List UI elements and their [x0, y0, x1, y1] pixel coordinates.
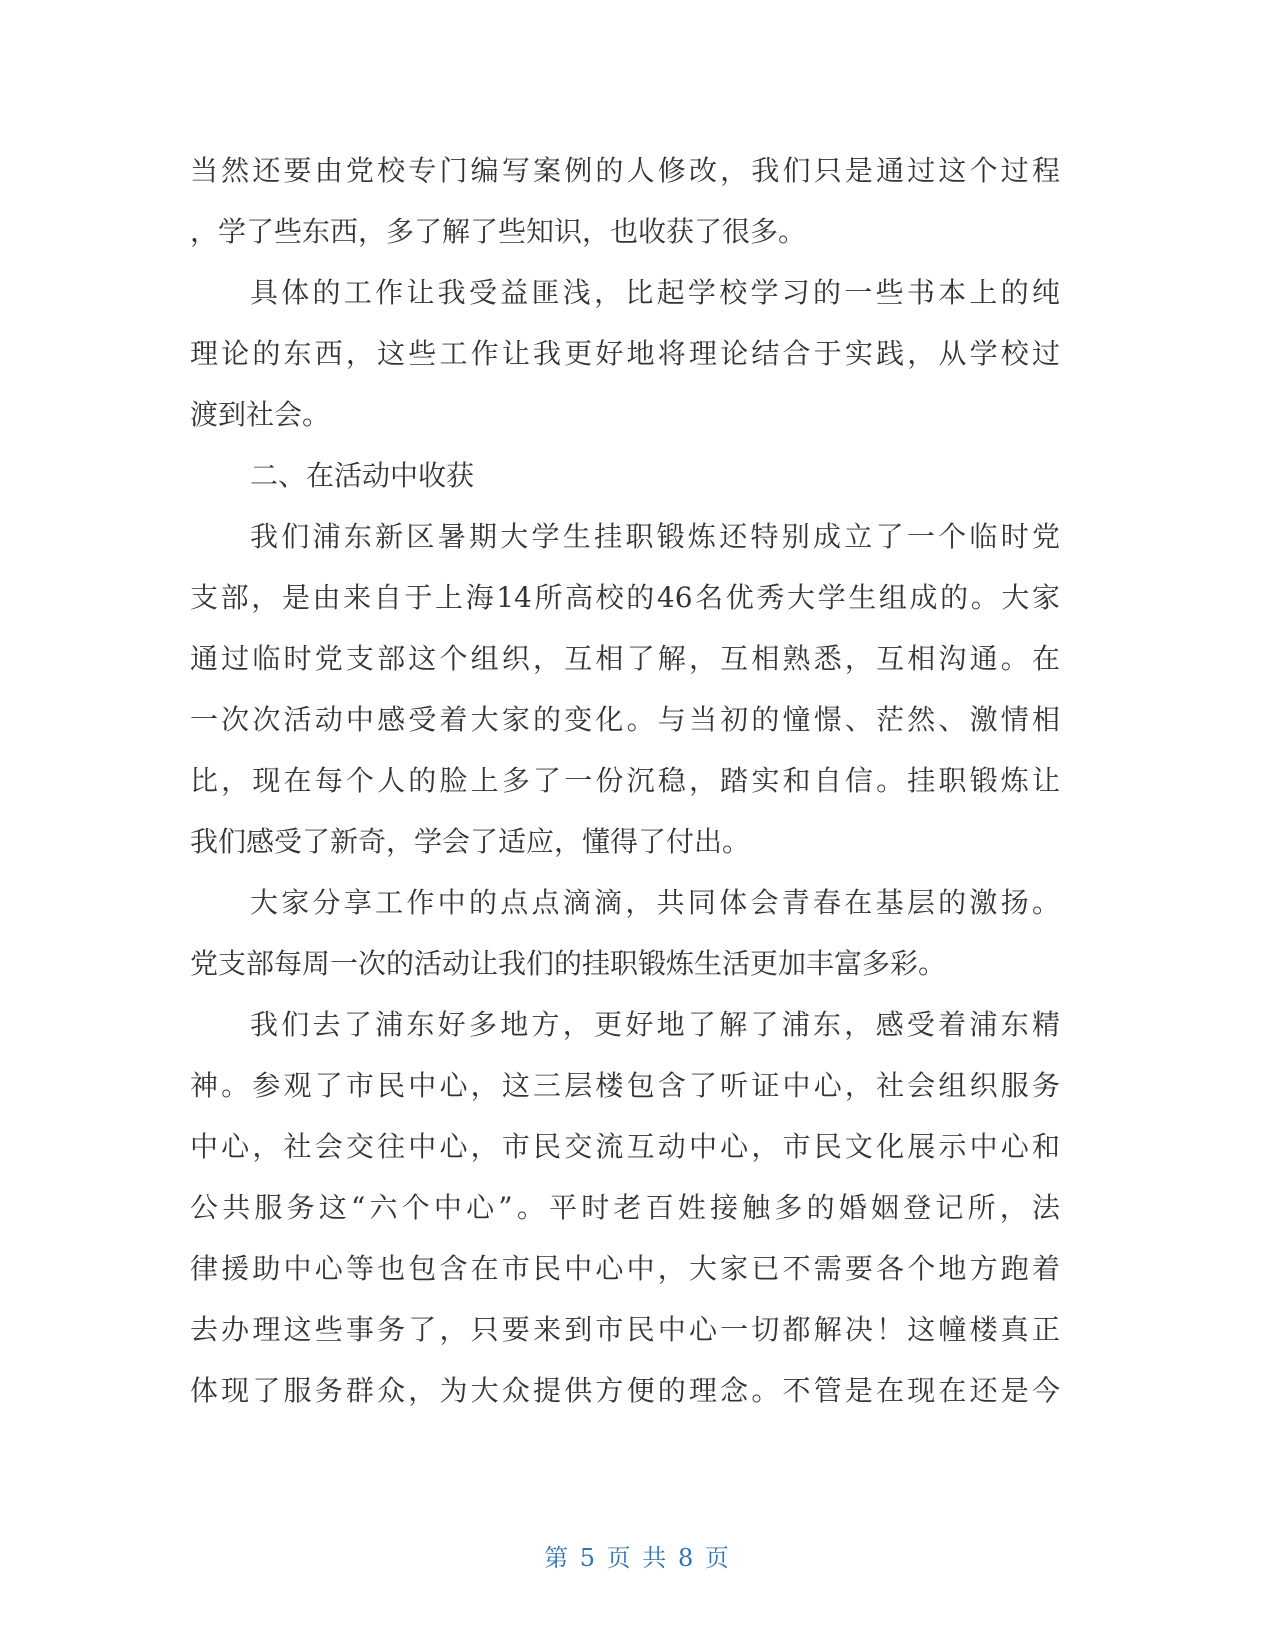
text-line: 具体的工作让我受益匪浅，比起学校学习的一些书本上的纯	[250, 276, 1060, 309]
text-line: 中心，社会交往中心，市民交流互动中心，市民文化展示中心和	[190, 1130, 1060, 1163]
text-line: 神。参观了市民中心，这三层楼包含了听证中心，社会组织服务	[190, 1069, 1060, 1102]
text-line: 当然还要由党校专门编写案例的人修改，我们只是通过这个过程	[190, 154, 1060, 187]
text-line: 体现了服务群众，为大众提供方便的理念。不管是在现在还是今	[190, 1374, 1060, 1407]
page-number-footer: 第 5 页 共 8 页	[544, 1544, 731, 1572]
text-line: 公共服务这“六个中心”。平时老百姓接触多的婚姻登记所，法	[190, 1191, 1060, 1224]
document-body	[190, 140, 1060, 1421]
text-line: 比，现在每个人的脸上多了一份沉稳，踏实和自信。挂职锻炼让	[190, 764, 1060, 797]
text-line: 我们去了浦东好多地方，更好地了解了浦东，感受着浦东精	[250, 1008, 1060, 1041]
text-line: 我们感受了新奇，学会了适应，懂得了付出。	[190, 825, 751, 858]
text-line: 一次次活动中感受着大家的变化。与当初的憧憬、茫然、激情相	[190, 703, 1060, 736]
text-line: 支部，是由来自于上海14所高校的46名优秀大学生组成的。大家	[190, 581, 1060, 614]
text-line: 党支部每周一次的活动让我们的挂职锻炼生活更加丰富多彩。	[190, 947, 947, 980]
text-line: 渡到社会。	[190, 398, 331, 431]
text-line: 通过临时党支部这个组织，互相了解，互相熟悉，互相沟通。在	[190, 642, 1060, 675]
text-line: 律援助中心等也包含在市民中心中，大家已不需要各个地方跑着	[190, 1252, 1060, 1285]
text-line: ，学了些东西，多了解了些知识，也收获了很多。	[190, 215, 807, 248]
text-line: 我们浦东新区暑期大学生挂职锻炼还特别成立了一个临时党	[250, 520, 1060, 553]
text-line: 去办理这些事务了，只要来到市民中心一切都解决！这幢楼真正	[190, 1313, 1060, 1346]
text-line: 理论的东西，这些工作让我更好地将理论结合于实践，从学校过	[190, 337, 1060, 370]
section-heading: 二、在活动中收获	[250, 459, 475, 492]
text-line: 大家分享工作中的点点滴滴，共同体会青春在基层的激扬。	[250, 886, 1060, 919]
